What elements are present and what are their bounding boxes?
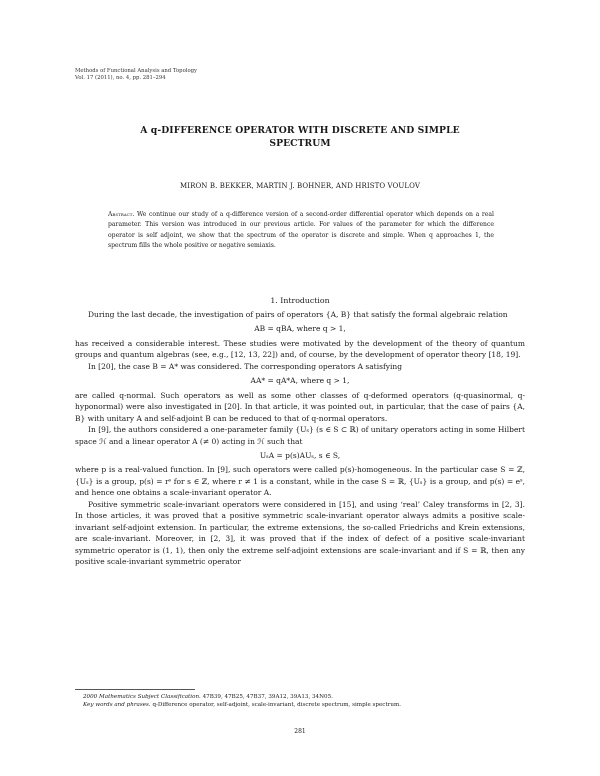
paragraph-4: are called q-normal. Such operators as well as some other classes of q-deformed operators (q-quasinormal, q-hyponormal) were also investigated in [20]. In that article, it was pointed out, in particular, that the case of pairs {A, B} with unitary A and self-adjoint B can be reduced to that of q-normal operators. bbox=[75, 390, 525, 423]
equation-3: UₛA = p(s)AUₛ, s ∈ S, bbox=[259, 450, 341, 460]
abstract-text: We continue our study of a q-difference version of a second-order differential operator which depends on a real parameter. This version was introduced in our previous article. For values of the parameter for which the difference operator is self adjoint, we show that the spectrum of the operator is discrete and simple. When q approaches 1, the spectrum fills the whole positive or negative semiaxis. bbox=[108, 211, 494, 250]
paragraph-6: where p is a real-valued function. In [9], such operators were called p(s)-homogeneous. In the particular case S = ℤ, {Uₛ} is a group, p(s) = rˢ for s ∈ ℤ, where r ≠ 1 is a constant, while in the case S = ℝ, {Uₛ} is a group, and p(s) = eˢ, and hence one obtains a scale-invariant operator A. bbox=[75, 465, 525, 498]
keywords-label: Key words and phrases. bbox=[83, 702, 151, 709]
paper-title bbox=[75, 124, 525, 150]
msc-codes: 47B39, 47B25, 47B37, 39A12, 39A13, 34N05. bbox=[202, 694, 333, 700]
equation-1: AB = qBA, where q > 1, bbox=[254, 324, 346, 334]
footnotes bbox=[75, 693, 525, 710]
journal-header bbox=[75, 68, 197, 83]
author-list: MIRON B. BEKKER, MARTIN J. BOHNER, AND HRISTO VOULOV bbox=[179, 182, 421, 190]
abstract-label: Abstract. bbox=[108, 211, 135, 218]
footnote-keywords bbox=[75, 701, 525, 709]
footnote-rule bbox=[75, 689, 195, 690]
journal-name: Methods of Functional Analysis and Topology bbox=[75, 68, 198, 74]
paragraph-3: In [20], the case B = A* was considered. The corresponding operators A satisfying bbox=[88, 361, 402, 371]
page-number: 281 bbox=[294, 728, 306, 735]
paragraph-1: During the last decade, the investigation of pairs of operators {A, B} that satisfy the formal algebraic relation bbox=[88, 310, 508, 319]
footnote-msc bbox=[75, 693, 525, 701]
paragraph-7: Positive symmetric scale-invariant operators were considered in [15], and using ‘real’ Caley transforms in [2, 3]. In those articles, it was proved that a positive symmetric scale-invariant operator always admits a positive scale-invariant self-adjoint extension. In particular, the extreme extensions, the so-called Friedrichs and Krein extensions, are scale-invariant. Moreover, in [2, 3], it was proved that if the index of defect of a positive scale-invariant symmetric operator is (1, 1), then only the extreme self-adjoint extensions are scale-invariant and if S = ℝ, then any positive scale-invariant symmetric operator bbox=[75, 499, 525, 567]
equation-2: AA* = qA*A, where q > 1, bbox=[250, 376, 350, 386]
abstract bbox=[108, 210, 494, 252]
title-line-2: SPECTRUM bbox=[269, 138, 331, 149]
paragraph-2: has received a considerable interest. These studies were motivated by the development of the theory of quantum groups and quantum algebras (see, e.g., [12, 13, 22]) and, of course, by the development of operator theory [18, 19]. bbox=[75, 338, 525, 360]
section-heading: 1. Introduction bbox=[270, 296, 330, 305]
title-line-1: A q-DIFFERENCE OPERATOR WITH DISCRETE AND SIMPLE bbox=[140, 125, 460, 136]
journal-volume: Vol. 17 (2011), no. 4, pp. 281–294 bbox=[75, 75, 166, 82]
paragraph-5: In [9], the authors considered a one-parameter family {Uₛ} (s ∈ S ⊂ ℝ) of unitary operators acting in some Hilbert space ℋ and a linear operator A (≠ 0) acting in ℋ such that bbox=[75, 425, 525, 446]
msc-label: 2000 Mathematics Subject Classification. bbox=[83, 694, 201, 700]
keywords-text: q-Difference operator, self-adjoint, scale-invariant, discrete spectrum, simple spectrum. bbox=[152, 702, 402, 709]
body-text bbox=[75, 309, 525, 568]
